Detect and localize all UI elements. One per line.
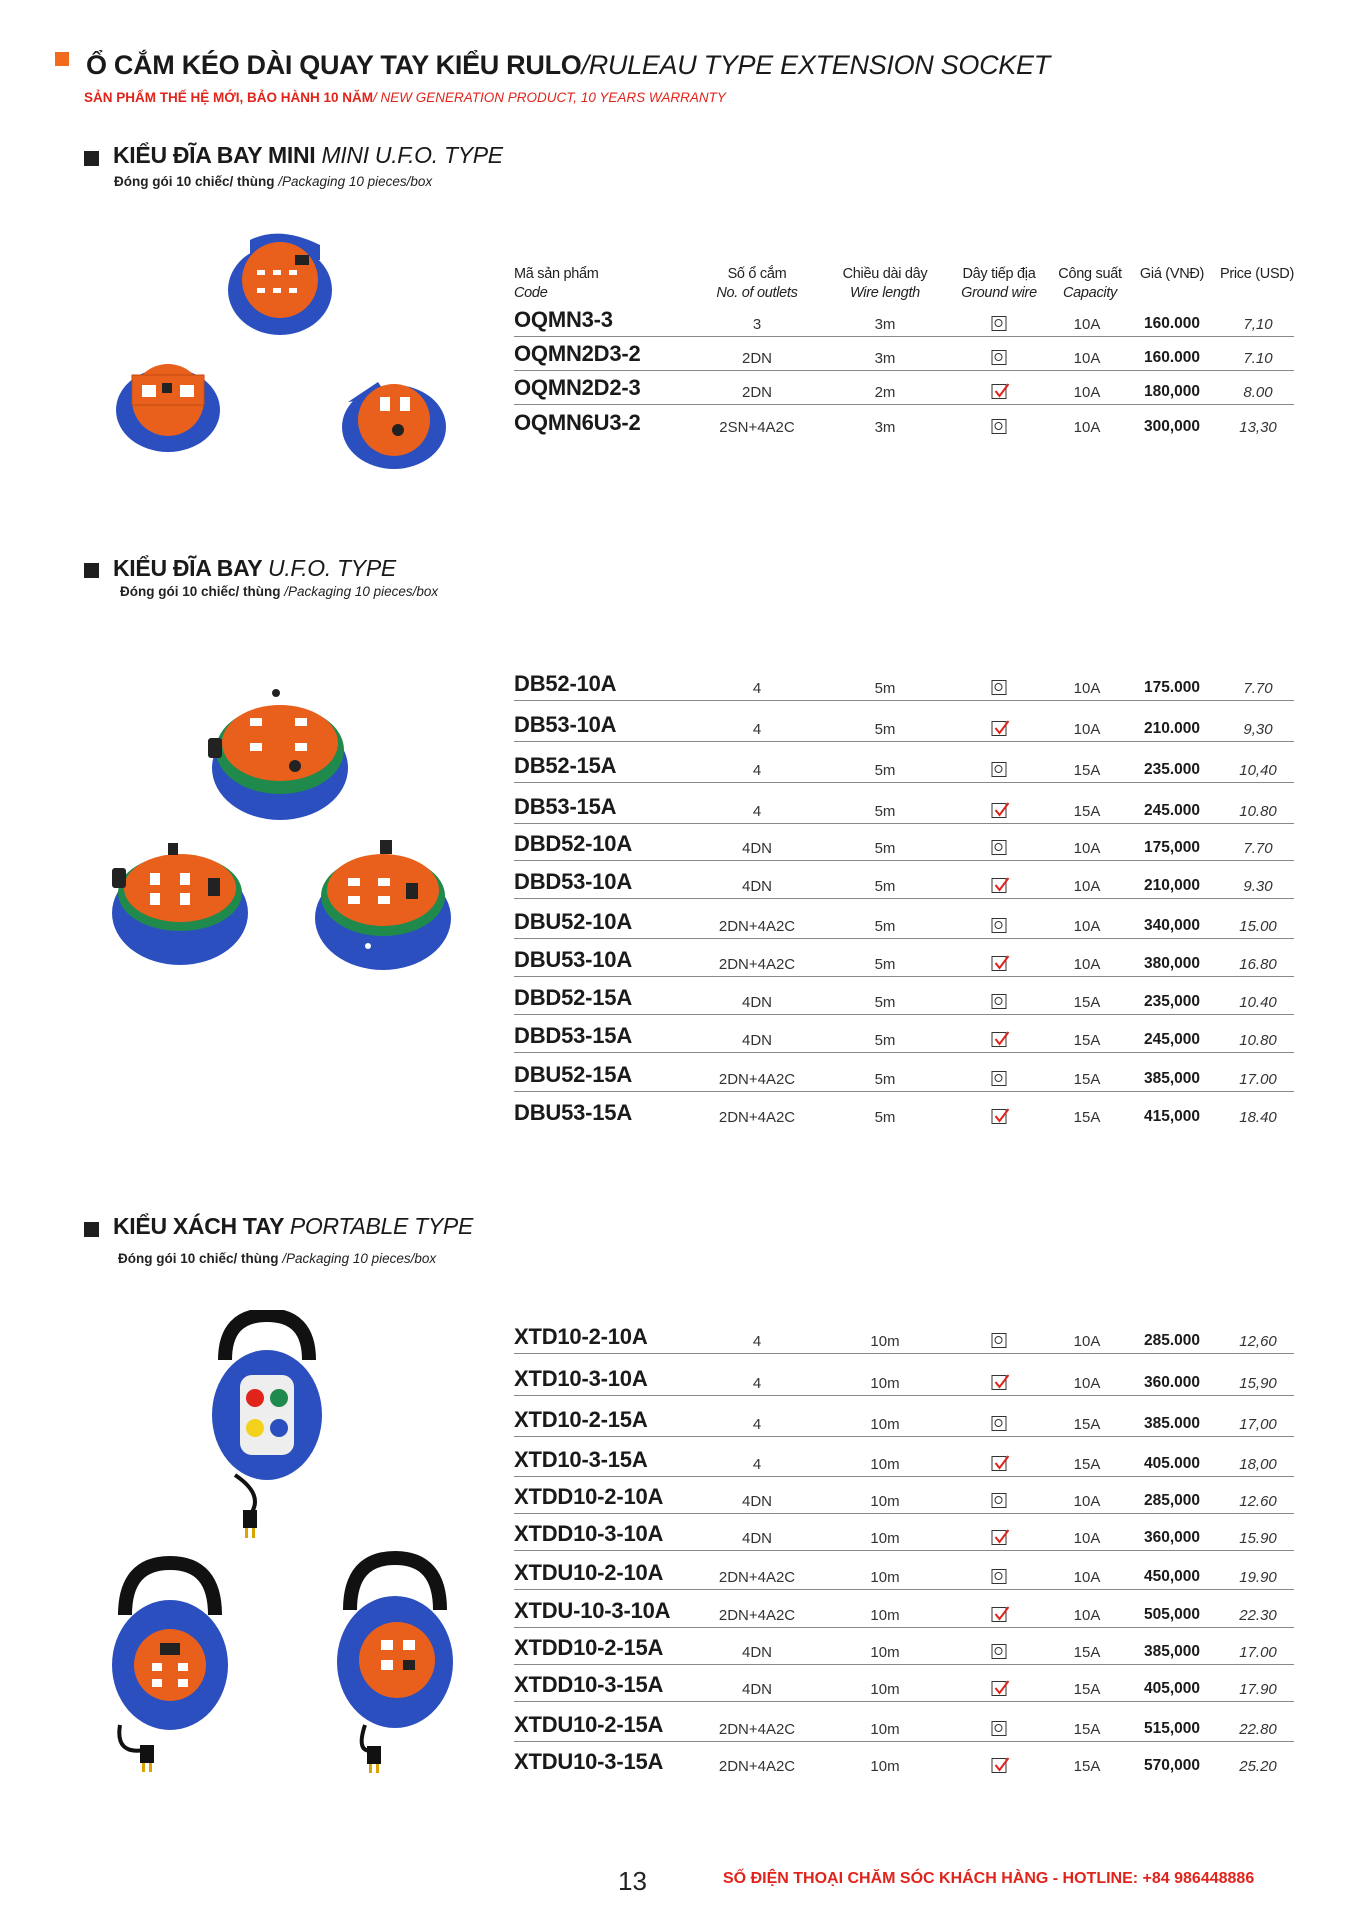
capacity-value: 10A bbox=[1073, 918, 1101, 935]
capacity-value: 10A bbox=[1073, 1607, 1101, 1624]
price-usd: 8.00 bbox=[1243, 384, 1273, 401]
row-divider bbox=[514, 1741, 1294, 1743]
table-row bbox=[514, 1320, 1294, 1354]
product-code: OQMN3-3 bbox=[514, 307, 613, 332]
capacity-value: 15A bbox=[1073, 1681, 1101, 1698]
capacity-value: 10A bbox=[1073, 680, 1101, 697]
outlets-value: 2DN bbox=[741, 350, 773, 367]
price-vnd: 405.000 bbox=[1143, 1455, 1201, 1472]
outlets-value: 2DN+4A2C bbox=[718, 1607, 796, 1624]
table-row bbox=[514, 1019, 1294, 1053]
wire-length-value: 5m bbox=[874, 1109, 896, 1126]
price-usd: 18,00 bbox=[1239, 1456, 1277, 1473]
price-vnd: 210.000 bbox=[1143, 720, 1201, 737]
wire-length-value: 5m bbox=[874, 918, 896, 935]
product-code: XTDU-10-3-10A bbox=[514, 1598, 671, 1623]
product-code: DBU52-10A bbox=[514, 909, 633, 934]
price-vnd: 235.000 bbox=[1143, 761, 1201, 778]
price-usd: 15.90 bbox=[1239, 1530, 1277, 1547]
row-divider bbox=[514, 1052, 1294, 1054]
price-usd: 17,00 bbox=[1239, 1416, 1277, 1433]
row-divider bbox=[514, 404, 1294, 406]
ground-wire-none-icon bbox=[992, 762, 1007, 777]
product-code: DBD52-10A bbox=[514, 831, 633, 856]
wire-length-value: 10m bbox=[870, 1530, 900, 1547]
price-usd: 12,60 bbox=[1239, 1333, 1277, 1350]
price-vnd: 245.000 bbox=[1143, 802, 1201, 819]
price-vnd: 235,000 bbox=[1143, 993, 1201, 1010]
wire-length-value: 10m bbox=[870, 1569, 900, 1586]
product-image-mini-ufo-2 bbox=[112, 355, 224, 455]
wire-length-value: 2m bbox=[874, 384, 896, 401]
capacity-value: 15A bbox=[1073, 1416, 1101, 1433]
row-divider bbox=[514, 1476, 1294, 1478]
outlets-value: 4 bbox=[752, 1416, 762, 1433]
price-vnd: 175,000 bbox=[1143, 839, 1201, 856]
product-image-portable-3 bbox=[325, 1550, 455, 1775]
section-title-portable: KIỂU XÁCH TAY PORTABLE TYPE bbox=[113, 1213, 474, 1239]
product-code: XTDD10-2-15A bbox=[514, 1635, 664, 1660]
ground-wire-none-icon bbox=[992, 1721, 1007, 1736]
price-usd: 7.10 bbox=[1243, 350, 1273, 367]
table-row bbox=[514, 371, 1294, 405]
table-row bbox=[514, 1096, 1294, 1130]
wire-length-value: 3m bbox=[874, 316, 896, 333]
price-usd: 15.00 bbox=[1239, 918, 1277, 935]
product-code: DBU53-10A bbox=[514, 947, 633, 972]
table-row bbox=[514, 1594, 1294, 1628]
section-square-icon bbox=[84, 151, 99, 166]
price-vnd: 385.000 bbox=[1143, 1415, 1201, 1432]
row-divider bbox=[514, 1701, 1294, 1703]
ground-wire-none-icon bbox=[992, 1071, 1007, 1086]
capacity-value: 15A bbox=[1073, 1758, 1101, 1775]
ground-wire-check-icon bbox=[992, 1032, 1007, 1047]
capacity-value: 15A bbox=[1073, 1644, 1101, 1661]
ground-wire-check-icon bbox=[992, 878, 1007, 893]
wire-length-value: 10m bbox=[870, 1681, 900, 1698]
row-divider bbox=[514, 1436, 1294, 1438]
price-vnd: 160.000 bbox=[1143, 349, 1201, 366]
capacity-value: 10A bbox=[1073, 1530, 1101, 1547]
product-code: OQMN2D2-3 bbox=[514, 375, 641, 400]
wire-length-value: 10m bbox=[870, 1721, 900, 1738]
row-divider bbox=[514, 1550, 1294, 1552]
wire-length-value: 10m bbox=[870, 1333, 900, 1350]
outlets-value: 3 bbox=[752, 316, 762, 333]
price-vnd: 450,000 bbox=[1143, 1568, 1201, 1585]
wire-length-value: 5m bbox=[874, 956, 896, 973]
product-image-mini-ufo-3 bbox=[338, 372, 450, 472]
ground-wire-none-icon bbox=[992, 680, 1007, 695]
ground-wire-none-icon bbox=[992, 1644, 1007, 1659]
outlets-value: 4 bbox=[752, 721, 762, 738]
outlets-value: 4DN bbox=[741, 840, 773, 857]
ground-wire-none-icon bbox=[992, 419, 1007, 434]
price-vnd: 385,000 bbox=[1143, 1643, 1201, 1660]
capacity-value: 15A bbox=[1073, 1109, 1101, 1126]
price-usd: 25.20 bbox=[1239, 1758, 1277, 1775]
row-divider bbox=[514, 1395, 1294, 1397]
wire-length-value: 10m bbox=[870, 1416, 900, 1433]
price-usd: 19.90 bbox=[1239, 1569, 1277, 1586]
outlets-value: 4 bbox=[752, 1375, 762, 1392]
price-vnd: 285.000 bbox=[1143, 1332, 1201, 1349]
capacity-value: 10A bbox=[1073, 840, 1101, 857]
product-code: DBU52-15A bbox=[514, 1062, 633, 1087]
price-usd: 16.80 bbox=[1239, 956, 1277, 973]
table-row bbox=[514, 337, 1294, 371]
product-code: DB53-15A bbox=[514, 794, 617, 819]
capacity-value: 10A bbox=[1073, 419, 1101, 436]
outlets-value: 4 bbox=[752, 680, 762, 697]
price-usd: 10.40 bbox=[1239, 994, 1277, 1011]
wire-length-value: 5m bbox=[874, 762, 896, 779]
ground-wire-check-icon bbox=[992, 1758, 1007, 1773]
outlets-value: 4DN bbox=[741, 1032, 773, 1049]
ground-wire-check-icon bbox=[992, 384, 1007, 399]
table-row bbox=[514, 1708, 1294, 1742]
table-row bbox=[514, 1403, 1294, 1437]
row-divider bbox=[514, 976, 1294, 978]
price-usd: 7.70 bbox=[1243, 680, 1273, 697]
page-subtitle: SẢN PHẨM THẾ HỆ MỚI, BẢO HÀNH 10 NĂM/ NEW GENERATION PRODUCT, 10 YEARS WARRANTY bbox=[84, 90, 726, 105]
table-row bbox=[514, 1745, 1294, 1779]
price-usd: 12.60 bbox=[1239, 1493, 1277, 1510]
outlets-value: 4 bbox=[752, 1333, 762, 1350]
capacity-value: 15A bbox=[1073, 1071, 1101, 1088]
outlets-value: 4 bbox=[752, 762, 762, 779]
table-row bbox=[514, 1556, 1294, 1590]
row-divider bbox=[514, 1664, 1294, 1666]
row-divider bbox=[514, 1353, 1294, 1355]
wire-length-value: 3m bbox=[874, 419, 896, 436]
price-vnd: 360.000 bbox=[1143, 1374, 1201, 1391]
section-packaging: Đóng gói 10 chiếc/ thùng /Packaging 10 pieces/box bbox=[120, 584, 439, 599]
capacity-value: 15A bbox=[1073, 1721, 1101, 1738]
capacity-value: 15A bbox=[1073, 762, 1101, 779]
section-title-ufo: KIỂU ĐĨA BAY U.F.O. TYPE bbox=[113, 555, 396, 581]
table-row bbox=[514, 303, 1294, 337]
capacity-value: 15A bbox=[1073, 803, 1101, 820]
capacity-value: 10A bbox=[1073, 1569, 1101, 1586]
price-vnd: 175.000 bbox=[1143, 679, 1201, 696]
product-code: DB52-15A bbox=[514, 753, 617, 778]
capacity-value: 10A bbox=[1073, 350, 1101, 367]
wire-length-value: 5m bbox=[874, 1071, 896, 1088]
ground-wire-check-icon bbox=[992, 1681, 1007, 1696]
ground-wire-none-icon bbox=[992, 350, 1007, 365]
price-usd: 22.80 bbox=[1239, 1721, 1277, 1738]
col-header-ground: Dây tiếp địa Ground wire bbox=[961, 266, 1037, 301]
page-number: 13 bbox=[618, 1866, 647, 1896]
price-usd: 10.80 bbox=[1239, 803, 1277, 820]
outlets-value: 2SN+4A2C bbox=[719, 419, 795, 436]
col-header-code: Mã sản phẩm Code bbox=[514, 266, 599, 301]
product-image-ufo-3 bbox=[308, 838, 456, 973]
wire-length-value: 10m bbox=[870, 1758, 900, 1775]
capacity-value: 10A bbox=[1073, 1333, 1101, 1350]
product-image-mini-ufo-1 bbox=[225, 230, 335, 340]
outlets-value: 2DN+4A2C bbox=[718, 1071, 796, 1088]
section-title-mini-ufo: KIỂU ĐĨA BAY MINI MINI U.F.O. TYPE bbox=[113, 142, 503, 168]
ground-wire-check-icon bbox=[992, 1530, 1007, 1545]
ground-wire-none-icon bbox=[992, 1569, 1007, 1584]
outlets-value: 2DN+4A2C bbox=[718, 1109, 796, 1126]
row-divider bbox=[514, 1014, 1294, 1016]
wire-length-value: 3m bbox=[874, 350, 896, 367]
page-title: Ổ CẮM KÉO DÀI QUAY TAY KIỂU RULO/RULEAU TYPE EXTENSION SOCKET bbox=[86, 50, 1050, 80]
wire-length-value: 5m bbox=[874, 803, 896, 820]
table-row bbox=[514, 981, 1294, 1015]
price-vnd: 405,000 bbox=[1143, 1680, 1201, 1697]
product-image-ufo-2 bbox=[100, 838, 250, 968]
table-row bbox=[514, 749, 1294, 783]
ground-wire-none-icon bbox=[992, 994, 1007, 1009]
wire-length-value: 10m bbox=[870, 1456, 900, 1473]
outlets-value: 4 bbox=[752, 1456, 762, 1473]
price-vnd: 160.000 bbox=[1143, 315, 1201, 332]
row-divider bbox=[514, 700, 1294, 702]
capacity-value: 10A bbox=[1073, 878, 1101, 895]
product-code: DBU53-15A bbox=[514, 1100, 633, 1125]
section-packaging: Đóng gói 10 chiếc/ thùng /Packaging 10 pieces/box bbox=[118, 1251, 437, 1266]
wire-length-value: 10m bbox=[870, 1607, 900, 1624]
table-row bbox=[514, 827, 1294, 861]
outlets-value: 2DN+4A2C bbox=[718, 1758, 796, 1775]
ground-wire-check-icon bbox=[992, 1375, 1007, 1390]
wire-length-value: 10m bbox=[870, 1375, 900, 1392]
row-divider bbox=[514, 1091, 1294, 1093]
capacity-value: 10A bbox=[1073, 956, 1101, 973]
table-row bbox=[514, 708, 1294, 742]
wire-length-value: 10m bbox=[870, 1493, 900, 1510]
ground-wire-none-icon bbox=[992, 1493, 1007, 1508]
outlets-value: 2DN+4A2C bbox=[718, 1569, 796, 1586]
product-code: OQMN2D3-2 bbox=[514, 341, 641, 366]
product-code: OQMN6U3-2 bbox=[514, 410, 641, 435]
price-vnd: 340,000 bbox=[1143, 917, 1201, 934]
col-header-capacity: Công suất Capacity bbox=[1058, 266, 1122, 301]
price-usd: 17.00 bbox=[1239, 1644, 1277, 1661]
table-row bbox=[514, 1668, 1294, 1702]
ground-wire-check-icon bbox=[992, 1607, 1007, 1622]
outlets-value: 4 bbox=[752, 803, 762, 820]
outlets-value: 4DN bbox=[741, 1530, 773, 1547]
price-usd: 10.80 bbox=[1239, 1032, 1277, 1049]
table-row bbox=[514, 1480, 1294, 1514]
col-header-usd: Price (USD) bbox=[1219, 266, 1295, 282]
table-row bbox=[514, 790, 1294, 824]
row-divider bbox=[514, 1627, 1294, 1629]
product-code: XTDU10-2-10A bbox=[514, 1560, 664, 1585]
capacity-value: 10A bbox=[1073, 384, 1101, 401]
price-vnd: 245,000 bbox=[1143, 1031, 1201, 1048]
section-square-icon bbox=[84, 1222, 99, 1237]
table-row bbox=[514, 943, 1294, 977]
row-divider bbox=[514, 1513, 1294, 1515]
wire-length-value: 5m bbox=[874, 994, 896, 1011]
capacity-value: 15A bbox=[1073, 1456, 1101, 1473]
price-vnd: 505,000 bbox=[1143, 1606, 1201, 1623]
wire-length-value: 10m bbox=[870, 1644, 900, 1661]
product-code: DBD53-15A bbox=[514, 1023, 633, 1048]
capacity-value: 10A bbox=[1073, 1493, 1101, 1510]
price-usd: 15,90 bbox=[1239, 1375, 1277, 1392]
table-row bbox=[514, 406, 1294, 440]
price-usd: 18.40 bbox=[1239, 1109, 1277, 1126]
price-vnd: 380,000 bbox=[1143, 955, 1201, 972]
outlets-value: 4DN bbox=[741, 994, 773, 1011]
price-vnd: 570,000 bbox=[1143, 1757, 1201, 1774]
outlets-value: 2DN+4A2C bbox=[718, 956, 796, 973]
product-code: DB53-10A bbox=[514, 712, 617, 737]
price-vnd: 515,000 bbox=[1143, 1720, 1201, 1737]
wire-length-value: 5m bbox=[874, 680, 896, 697]
price-usd: 17.90 bbox=[1239, 1681, 1277, 1698]
price-vnd: 300,000 bbox=[1143, 418, 1201, 435]
table-row bbox=[514, 1631, 1294, 1665]
outlets-value: 4DN bbox=[741, 878, 773, 895]
price-usd: 7.70 bbox=[1243, 840, 1273, 857]
product-code: DBD52-15A bbox=[514, 985, 633, 1010]
price-usd: 17.00 bbox=[1239, 1071, 1277, 1088]
price-usd: 9,30 bbox=[1243, 721, 1273, 738]
table-row bbox=[514, 1443, 1294, 1477]
ground-wire-none-icon bbox=[992, 1416, 1007, 1431]
row-divider bbox=[514, 782, 1294, 784]
ground-wire-check-icon bbox=[992, 956, 1007, 971]
row-divider bbox=[514, 823, 1294, 825]
capacity-value: 15A bbox=[1073, 994, 1101, 1011]
product-code: XTDD10-2-10A bbox=[514, 1484, 664, 1509]
col-header-outlets: Số ổ cắm No. of outlets bbox=[716, 266, 798, 301]
table-row bbox=[514, 905, 1294, 939]
ground-wire-check-icon bbox=[992, 1456, 1007, 1471]
price-vnd: 415,000 bbox=[1143, 1108, 1201, 1125]
table-row bbox=[514, 1058, 1294, 1092]
capacity-value: 10A bbox=[1073, 721, 1101, 738]
table-row bbox=[514, 667, 1294, 701]
row-divider bbox=[514, 741, 1294, 743]
product-code: XTDU10-3-15A bbox=[514, 1749, 664, 1774]
product-code: DB52-10A bbox=[514, 671, 617, 696]
title-square-icon bbox=[55, 52, 69, 66]
price-vnd: 360,000 bbox=[1143, 1529, 1201, 1546]
ground-wire-check-icon bbox=[992, 803, 1007, 818]
col-header-wire: Chiều dài dây Wire length bbox=[842, 266, 928, 301]
table-row bbox=[514, 1362, 1294, 1396]
price-usd: 7,10 bbox=[1243, 316, 1273, 333]
outlets-value: 2DN+4A2C bbox=[718, 1721, 796, 1738]
price-vnd: 180,000 bbox=[1143, 383, 1201, 400]
row-divider bbox=[514, 898, 1294, 900]
table-row bbox=[514, 1517, 1294, 1551]
product-image-portable-1 bbox=[205, 1310, 330, 1540]
row-divider bbox=[514, 1589, 1294, 1591]
wire-length-value: 5m bbox=[874, 1032, 896, 1049]
wire-length-value: 5m bbox=[874, 840, 896, 857]
hotline-text: SỐ ĐIỆN THOẠI CHĂM SÓC KHÁCH HÀNG - HOTLINE: +84 986448886 bbox=[723, 1870, 1255, 1887]
row-divider bbox=[514, 938, 1294, 940]
product-image-portable-2 bbox=[100, 1555, 230, 1775]
product-code: DBD53-10A bbox=[514, 869, 633, 894]
capacity-value: 15A bbox=[1073, 1032, 1101, 1049]
outlets-value: 2DN+4A2C bbox=[718, 918, 796, 935]
outlets-value: 2DN bbox=[741, 384, 773, 401]
price-vnd: 210,000 bbox=[1143, 877, 1201, 894]
section-packaging: Đóng gói 10 chiếc/ thùng /Packaging 10 pieces/box bbox=[114, 174, 433, 189]
ground-wire-none-icon bbox=[992, 918, 1007, 933]
price-usd: 22.30 bbox=[1239, 1607, 1277, 1624]
product-code: XTD10-2-15A bbox=[514, 1407, 648, 1432]
row-divider bbox=[514, 860, 1294, 862]
outlets-value: 4DN bbox=[741, 1681, 773, 1698]
wire-length-value: 5m bbox=[874, 878, 896, 895]
outlets-value: 4DN bbox=[741, 1493, 773, 1510]
product-code: XTDU10-2-15A bbox=[514, 1712, 664, 1737]
product-code: XTDD10-3-10A bbox=[514, 1521, 664, 1546]
table-row bbox=[514, 865, 1294, 899]
ground-wire-check-icon bbox=[992, 1109, 1007, 1124]
product-code: XTD10-3-15A bbox=[514, 1447, 648, 1472]
ground-wire-none-icon bbox=[992, 316, 1007, 331]
price-vnd: 285,000 bbox=[1143, 1492, 1201, 1509]
col-header-vnd: Giá (VNĐ) bbox=[1139, 266, 1205, 282]
outlets-value: 4DN bbox=[741, 1644, 773, 1661]
capacity-value: 10A bbox=[1073, 1375, 1101, 1392]
ground-wire-none-icon bbox=[992, 1333, 1007, 1348]
product-image-ufo-1 bbox=[200, 688, 350, 823]
price-usd: 10,40 bbox=[1239, 762, 1277, 779]
product-code: XTD10-3-10A bbox=[514, 1366, 648, 1391]
price-usd: 9.30 bbox=[1243, 878, 1273, 895]
product-code: XTDD10-3-15A bbox=[514, 1672, 664, 1697]
price-usd: 13,30 bbox=[1239, 419, 1277, 436]
product-code: XTD10-2-10A bbox=[514, 1324, 648, 1349]
capacity-value: 10A bbox=[1073, 316, 1101, 333]
section-square-icon bbox=[84, 563, 99, 578]
price-vnd: 385,000 bbox=[1143, 1070, 1201, 1087]
ground-wire-none-icon bbox=[992, 840, 1007, 855]
wire-length-value: 5m bbox=[874, 721, 896, 738]
ground-wire-check-icon bbox=[992, 721, 1007, 736]
